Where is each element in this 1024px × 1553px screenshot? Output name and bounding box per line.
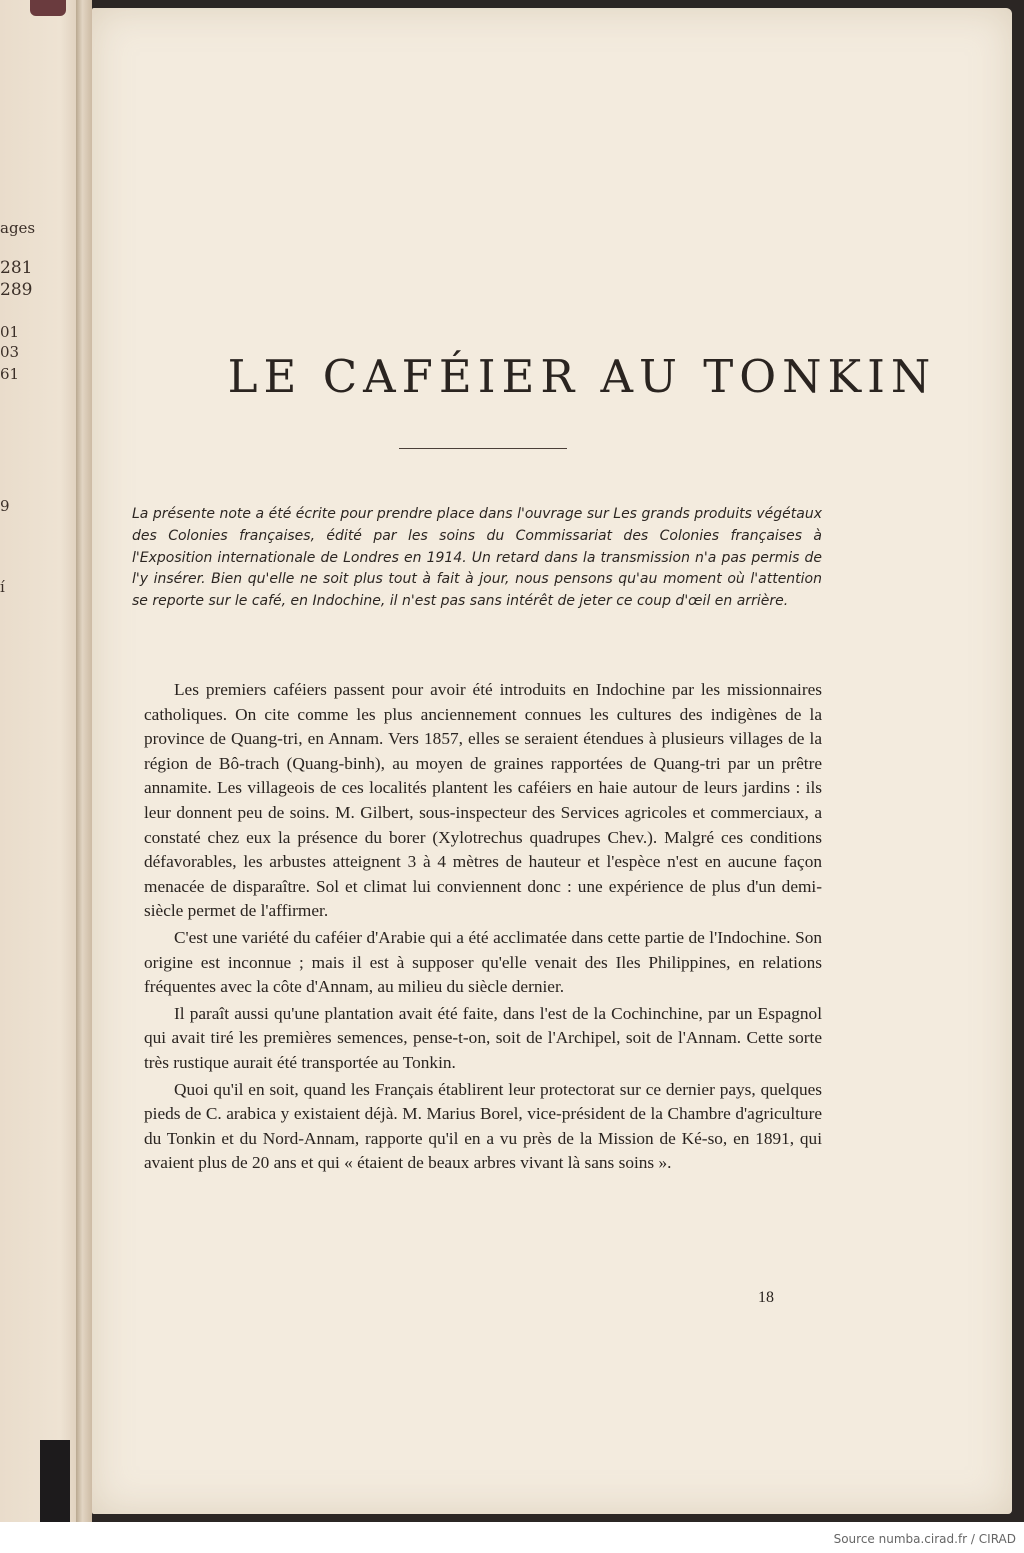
editor-note: La présente note a été écrite pour prendre place dans l'ouvrage sur Les grands produits végétaux des Colonies françaises, édité par les soins du Commissariat des Colonies françaises à l'Exposition internationale de Londres en 1914. Un retard dans la transmission n'a pas permis de l'y insérer. Bien qu'elle ne soit plus tout à fait à jour, nous pensons qu'au moment où l'attention se reporte sur le café, en Indochine, il n'est pas sans intérêt de jeter ce coup d'œil en arrière. <box>132 506 822 610</box>
bookmark-ribbon <box>30 0 66 16</box>
bookmark-ribbon-tail <box>40 1440 70 1522</box>
source-credit: Source numba.cirad.fr / CIRAD <box>833 1532 1016 1546</box>
page-title: LE CAFÉIER AU TONKIN <box>227 350 937 403</box>
document-page <box>92 8 1012 1514</box>
body-paragraph: Il paraît aussi qu'une plantation avait été faite, dans l'est de la Cochinchine, par un Espagnol qui avait tiré les premières semences, pense-t-on, soit de l'Archipel, soit de l'Annam. Cette sorte très rustique aurait été transportée au Tonkin. <box>144 1003 822 1072</box>
book-spine <box>76 0 92 1522</box>
margin-fragment: 61 <box>0 365 20 383</box>
page-number: 18 <box>758 1289 774 1306</box>
margin-fragment: 281 <box>0 258 33 278</box>
margin-fragment: 289 <box>0 280 33 300</box>
margin-fragment: 03 <box>0 343 20 361</box>
previous-page-edge <box>0 0 87 1522</box>
body-paragraph: Les premiers caféiers passent pour avoir été introduits en Indochine par les missionnaires catholiques. On cite comme les plus anciennement connues les cultures des indigènes de la province de Quang-tri, en Annam. Vers 1857, elles se seraient étendues à plusieurs villages de la région de Bô-trach (Quang-binh), au moyen de graines rapportées de Quang-tri par un prêtre annamite. Les villageois de ces localités plantent les caféiers en haie autour de leurs jardins : ils leur donnent peu de soins. M. Gilbert, sous-inspecteur des Services agricoles et commerciaux, a constaté chez eux la présence du borer (Xylotrechus quadrupes Chev.). Malgré ces conditions défavorables, les arbustes atteignent 3 à 4 mètres de hauteur et l'espèce n'est en aucune façon menacée de disparaître. Sol et climat lui conviennent donc : une expérience de plus d'un demi-siècle permet de l'affirmer. <box>144 680 822 921</box>
article-body <box>144 678 822 1176</box>
margin-fragment: 9 <box>0 497 10 515</box>
title-divider <box>399 448 567 449</box>
margin-fragment: ages <box>0 219 36 237</box>
body-paragraph: Quoi qu'il en soit, quand les Français établirent leur protectorat sur ce dernier pays, quelques pieds de C. arabica y existaient déjà. M. Marius Borel, vice-président de la Chambre d'agriculture du Tonkin et du Nord-Annam, rapporte qu'il en a vu près de la Mission de Ké-so, en 1891, qui avaient plus de 20 ans et qui « étaient de beaux arbres vivant là sans soins ». <box>144 1079 822 1173</box>
margin-fragment: 01 <box>0 323 20 341</box>
margin-fragment: í <box>0 578 5 596</box>
body-paragraph: C'est une variété du caféier d'Arabie qui a été acclimatée dans cette partie de l'Indochine. Son origine est inconnue ; mais il est à supposer qu'elle venait des Iles Philippines, en relations fréquentes avec la côte d'Annam, au milieu du siècle dernier. <box>144 927 822 997</box>
